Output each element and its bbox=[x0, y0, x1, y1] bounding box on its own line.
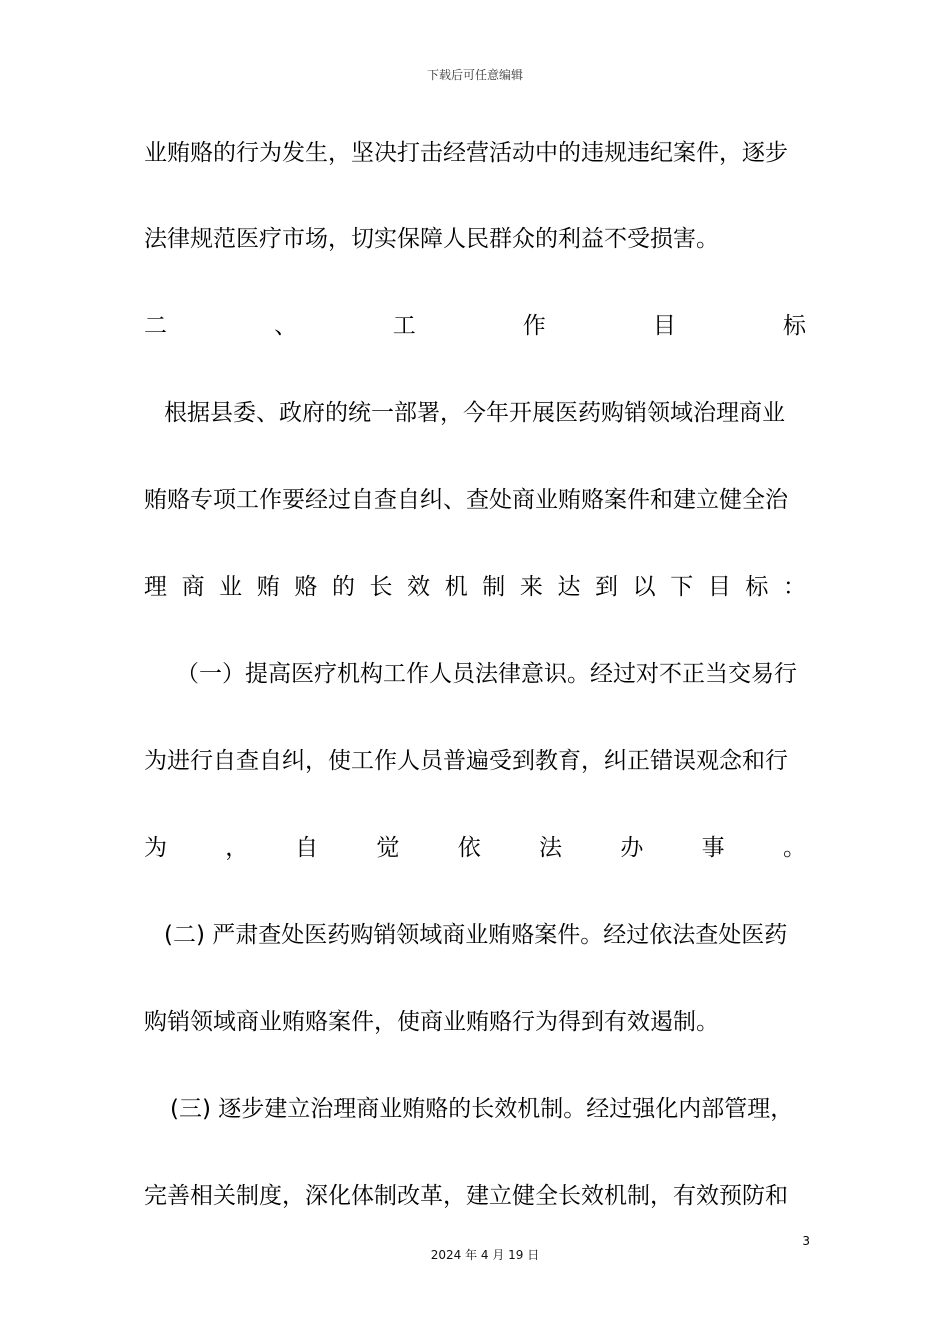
body-line-12: (三) 逐步建立治理商业贿赂的长效机制。经过强化内部管理， bbox=[170, 1096, 794, 1122]
body-line-5: 贿赂专项工作要经过自查自纠、查处商业贿赂案件和建立健全治 bbox=[144, 487, 788, 513]
body-line-6: 理商业贿赂的长效机制来达到以下目标： bbox=[144, 574, 806, 600]
body-line-10: (二) 严肃查处医药购销领域商业贿赂案件。经过依法查处医药 bbox=[164, 922, 788, 948]
body-line-8: 为进行自查自纠，使工作人员普遍受到教育，纠正错误观念和行 bbox=[144, 748, 788, 774]
body-line-11: 购销领域商业贿赂案件，使商业贿赂行为得到有效遏制。 bbox=[144, 1009, 719, 1035]
body-line-7: （一）提高医疗机构工作人员法律意识。经过对不正当交易行 bbox=[176, 661, 797, 687]
footer-date: 2024 年 4 月 19 日 bbox=[430, 1248, 540, 1262]
body-line-2: 法律规范医疗市场，切实保障人民群众的利益不受损害。 bbox=[144, 226, 719, 252]
body-line-1: 业贿赂的行为发生，坚决打击经营活动中的违规违纪案件，逐步 bbox=[144, 140, 788, 166]
section-heading: 二 、 工 作 目 标 bbox=[144, 313, 806, 339]
body-line-9: 为 ， 自 觉 依 法 办 事 。 bbox=[144, 835, 806, 861]
page-number: 3 bbox=[802, 1234, 810, 1248]
body-line-13: 完善相关制度，深化体制改革，建立健全长效机制，有效预防和 bbox=[144, 1183, 788, 1209]
header-note: 下载后可任意编辑 bbox=[426, 68, 523, 82]
body-line-4: 根据县委、政府的统一部署，今年开展医药购销领域治理商业 bbox=[164, 400, 785, 426]
